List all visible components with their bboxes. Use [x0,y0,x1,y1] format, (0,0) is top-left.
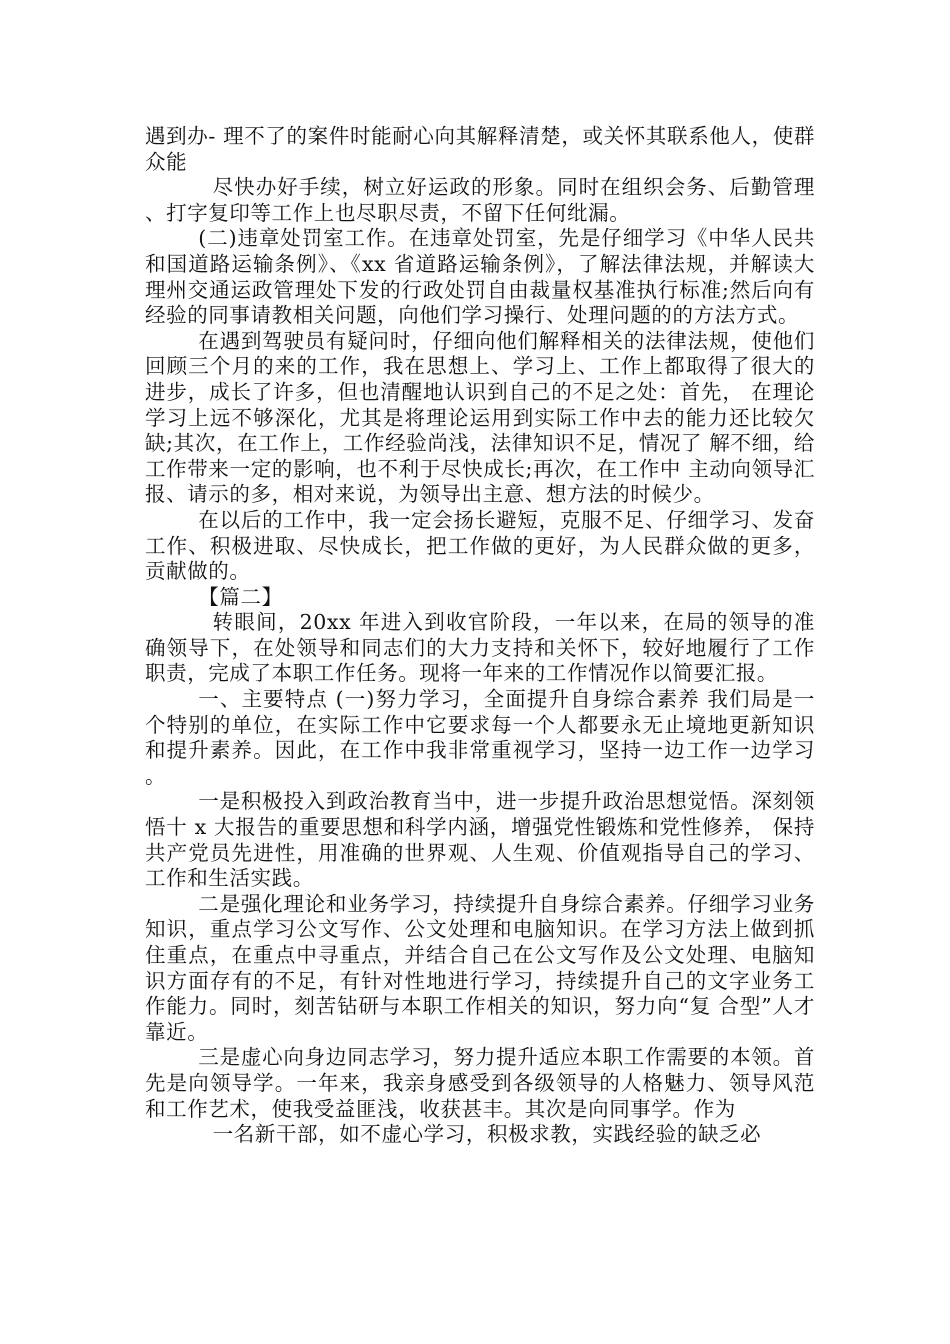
paragraph-6: 转眼间，20xx 年进入到收官阶段，一年以来，在局的领导的准确领导下，在处领导和同志们的大力支持和关怀下，较好地履行了工作职责，完成了本职工作任务。现将一年来的工作情况作以简要汇报。 [145,610,815,686]
section-heading: 【篇二】 [198,584,283,609]
document-page [145,124,815,1148]
paragraph-4: 在遇到驾驶员有疑问时，仔细向他们解释相关的法律法规，使他们回顾三个月的来的工作，我在思想上、学习上、工作上都取得了很大的进步，成长了许多，但也清醒地认识到自己的不足之处：首先， 在理论学习上远不够深化，尤其是将理论运用到实际工作中去的能力还比较欠缺;其次，在工作上，工作经验尚浅，法律知识不足，情况了 解不细，给工作带来一定的影响，也不利于尽快成长;再次，在工作中 主动向领导汇报、请示的多，相对来说，为领导出主意、想方法的时候少。 [145,328,815,507]
paragraph-5: 在以后的工作中，我一定会扬长避短，克服不足、仔细学习、发奋工作、积极进取、尽快成长，把工作做的更好，为人民群众做的更多，贡献做的。 [145,507,815,584]
paragraph-11: 一名新干部，如不虚心学习，积极求教，实践经验的缺乏必 [212,1122,762,1147]
paragraph-7: 一、主要特点 (一)努力学习，全面提升自身综合素养 我们局是一个特别的单位，在实际工作中它要求每一个人都要永无止境地更新知识和提升素养。因此，在工作中我非常重视学习，坚持一边工作一边学习。 [145,687,815,788]
paragraph-8: 一是积极投入到政治教育当中，进一步提升政治思想觉悟。深刻领悟十 x 大报告的重要思想和科学内涵，增强党性锻炼和党性修养， 保持共产党员先进性，用准确的世界观、人生观、价值观指导自己的学习、工作和生活实践。 [145,789,815,891]
paragraph-10: 三是虚心向身边同志学习，努力提升适应本职工作需要的本领。首先是向领导学。一年来，我亲身感受到各级领导的人格魅力、领导风范和工作艺术，使我受益匪浅，收获甚丰。其次是向同事学。作为 [145,1045,815,1121]
paragraph-9: 二是强化理论和业务学习，持续提升自身综合素养。仔细学习业务知识，重点学习公文写作、公文处理和电脑知识。在学习方法上做到抓住重点，在重点中寻重点，并结合自己在公文写作及公文处理、电脑知识方面存有的不足，有针对性地进行学习，持续提升自己的文字业务工作能力。同时，刻苦钻研与本职工作相关的知识，努力向“复 合型”人才靠近。 [145,891,815,1044]
paragraph-2: 尽快办好手续，树立好运政的形象。同时在组织会务、后勤管理、打字复印等工作上也尽职尽责，不留下任何纰漏。 [145,175,815,225]
paragraph-1: 遇到办- 理不了的案件时能耐心向其解释清楚，或关怀其联系他人，使群众能 [145,124,815,174]
paragraph-3: (二)违章处罚室工作。在违章处罚室，先是仔细学习《中华人民共和国道路运输条例》、《xx 省道路运输条例》，了解法律法规，并解读大理州交通运政管理处下发的行政处罚自由裁量权基准执行标准;然后向有经验的同事请教相关问题，向他们学习操行、处理问题的的方法方式。 [145,226,815,328]
